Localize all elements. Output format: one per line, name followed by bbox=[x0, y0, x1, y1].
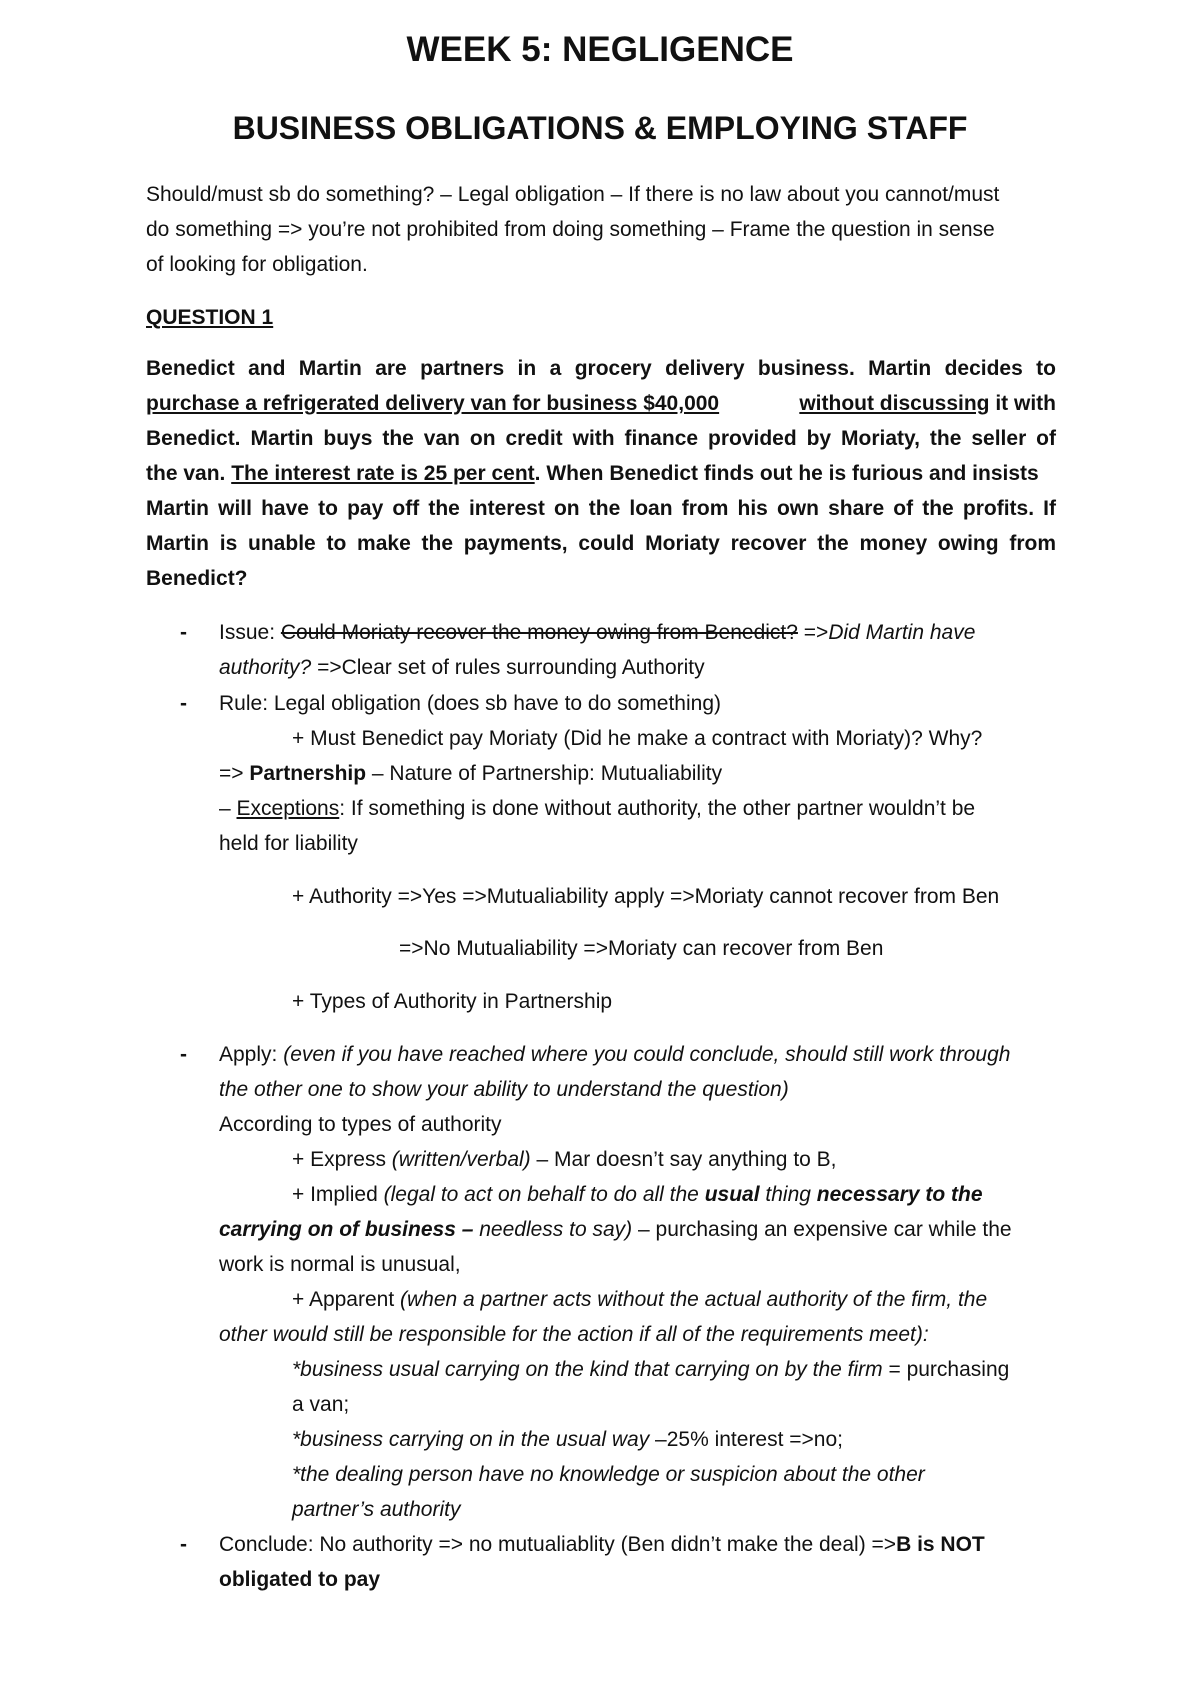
apply-italic-text: *business usual carrying on the kind that carrying on by the firm bbox=[292, 1358, 883, 1381]
conclude-line-1 bbox=[219, 1533, 985, 1557]
apply-text: – Mar doesn’t say anything to B, bbox=[530, 1148, 837, 1171]
apply-italic-text: *business carrying on in the usual way bbox=[292, 1428, 650, 1451]
issue-struck-text: Could Moriaty recover the money owing from Benedict? bbox=[280, 621, 798, 644]
question-line-7: Benedict? bbox=[146, 567, 248, 590]
apply-requirement-2 bbox=[292, 1428, 843, 1452]
apply-italic-text: (even if you have reached where you could conclude, should still work through bbox=[283, 1043, 1011, 1066]
apply-implied-line-3: work is normal is unusual, bbox=[219, 1253, 461, 1276]
rule-text: : If something is done without authority, the other partner wouldn’t be bbox=[339, 797, 976, 820]
question-line-4 bbox=[146, 462, 1039, 486]
intro-line-2: do something => you’re not prohibited from doing something – Frame the question in sense bbox=[146, 218, 995, 241]
rule-line-2: + Must Benedict pay Moriaty (Did he make a contract with Moriaty)? Why? bbox=[292, 727, 983, 750]
bullet-dash: - bbox=[180, 1533, 187, 1556]
apply-line-1 bbox=[219, 1043, 1010, 1067]
apply-italic-text: (legal to act on behalf to do all the bbox=[383, 1183, 705, 1206]
apply-italic-text: thing bbox=[759, 1183, 817, 1206]
issue-text: =>Clear set of rules surrounding Authority bbox=[311, 656, 705, 679]
bullet-dash: - bbox=[180, 1043, 187, 1066]
apply-line-2: the other one to show your ability to understand the question) bbox=[219, 1078, 789, 1101]
rule-line-5: held for liability bbox=[219, 832, 358, 855]
page-subtitle: BUSINESS OBLIGATIONS & EMPLOYING STAFF bbox=[232, 110, 968, 146]
rule-line-8: + Types of Authority in Partnership bbox=[292, 990, 613, 1013]
question-underlined-interest: The interest rate is 25 per cent bbox=[231, 462, 535, 485]
bullet-dash: - bbox=[180, 692, 187, 715]
rule-line-7: =>No Mutualiability =>Moriaty can recover from Ben bbox=[399, 937, 884, 960]
apply-label: Apply: bbox=[219, 1043, 284, 1066]
issue-italic-text: authority? bbox=[219, 656, 312, 679]
apply-italic-text: (when a partner acts without the actual authority of the firm, the bbox=[400, 1288, 988, 1311]
apply-apparent-line-2: other would still be responsible for the action if all of the requirements meet): bbox=[219, 1323, 929, 1346]
apply-text: + Apparent bbox=[292, 1288, 401, 1311]
question-text: it with bbox=[989, 392, 1056, 415]
apply-bold-italic-text: usual bbox=[704, 1183, 760, 1206]
apply-text: – purchasing an expensive car while the bbox=[632, 1218, 1012, 1241]
issue-line-2 bbox=[219, 656, 705, 680]
rule-line-1: Rule: Legal obligation (does sb have to do something) bbox=[219, 692, 721, 715]
issue-italic-text: Did Martin have bbox=[828, 621, 976, 644]
rule-text: => bbox=[219, 762, 250, 785]
question-line-1: Benedict and Martin are partners in a grocery delivery business. Martin decides to bbox=[146, 357, 1056, 380]
issue-text: => bbox=[797, 621, 829, 644]
issue-line-1 bbox=[219, 621, 975, 645]
question-underlined-purchase: purchase a refrigerated delivery van for business $40,000 bbox=[146, 392, 720, 415]
rule-text: – Nature of Partnership: Mutualiability bbox=[366, 762, 723, 785]
question-text: . When Benedict finds out he is furious and insists bbox=[534, 462, 1039, 485]
question-heading: QUESTION 1 bbox=[146, 306, 274, 329]
apply-requirement-1-cont: a van; bbox=[292, 1393, 350, 1416]
intro-line-1: Should/must sb do something? – Legal obligation – If there is no law about you cannot/must bbox=[146, 183, 1000, 206]
apply-requirement-3-cont: partner’s authority bbox=[292, 1498, 461, 1521]
apply-text: = purchasing bbox=[882, 1358, 1010, 1381]
apply-bold-italic-text: necessary to the bbox=[816, 1183, 983, 1206]
apply-requirement-3: *the dealing person have no knowledge or suspicion about the other bbox=[292, 1463, 925, 1486]
apply-express-line bbox=[292, 1148, 837, 1172]
question-line-6: Martin is unable to make the payments, could Moriaty recover the money owing from bbox=[146, 532, 1056, 555]
apply-italic-text: (written/verbal) bbox=[391, 1148, 531, 1171]
apply-text: –25% interest =>no; bbox=[649, 1428, 844, 1451]
conclude-line-2: obligated to pay bbox=[219, 1568, 381, 1591]
bullet-dash: - bbox=[180, 621, 187, 644]
apply-text: + Express bbox=[292, 1148, 392, 1171]
conclude-text: Conclude: No authority => no mutualiablity (Ben didn’t make the deal) => bbox=[219, 1533, 897, 1556]
apply-requirement-1 bbox=[292, 1358, 1009, 1382]
apply-text: + Implied bbox=[292, 1183, 384, 1206]
conclude-bold-text: B is NOT bbox=[896, 1533, 985, 1556]
apply-line-3: According to types of authority bbox=[219, 1113, 502, 1136]
rule-line-6: + Authority =>Yes =>Mutualiability apply =>Moriaty cannot recover from Ben bbox=[292, 885, 1000, 908]
rule-text: – bbox=[219, 797, 237, 820]
question-underlined-discussing: without discussing bbox=[799, 392, 990, 415]
rule-bold-partnership: Partnership bbox=[249, 762, 367, 785]
apply-italic-text: needless to say) bbox=[473, 1218, 633, 1241]
rule-underlined-exceptions: Exceptions bbox=[236, 797, 340, 820]
rule-line-3 bbox=[219, 762, 722, 786]
rule-line-4 bbox=[219, 797, 975, 821]
intro-line-3: of looking for obligation. bbox=[146, 253, 368, 276]
question-line-2 bbox=[146, 392, 1056, 416]
apply-implied-line-1 bbox=[292, 1183, 983, 1207]
apply-implied-line-2 bbox=[219, 1218, 1012, 1242]
question-text: the van. bbox=[146, 462, 232, 485]
apply-bold-italic-text: carrying on of business – bbox=[219, 1218, 474, 1241]
page-title: WEEK 5: NEGLIGENCE bbox=[406, 30, 794, 69]
question-line-5: Martin will have to pay off the interest on the loan from his own share of the profits. If bbox=[146, 497, 1056, 520]
issue-label: Issue: bbox=[219, 621, 281, 644]
question-line-3: Benedict. Martin buys the van on credit with finance provided by Moriaty, the seller of bbox=[146, 427, 1056, 450]
apply-apparent-line-1 bbox=[292, 1288, 987, 1312]
